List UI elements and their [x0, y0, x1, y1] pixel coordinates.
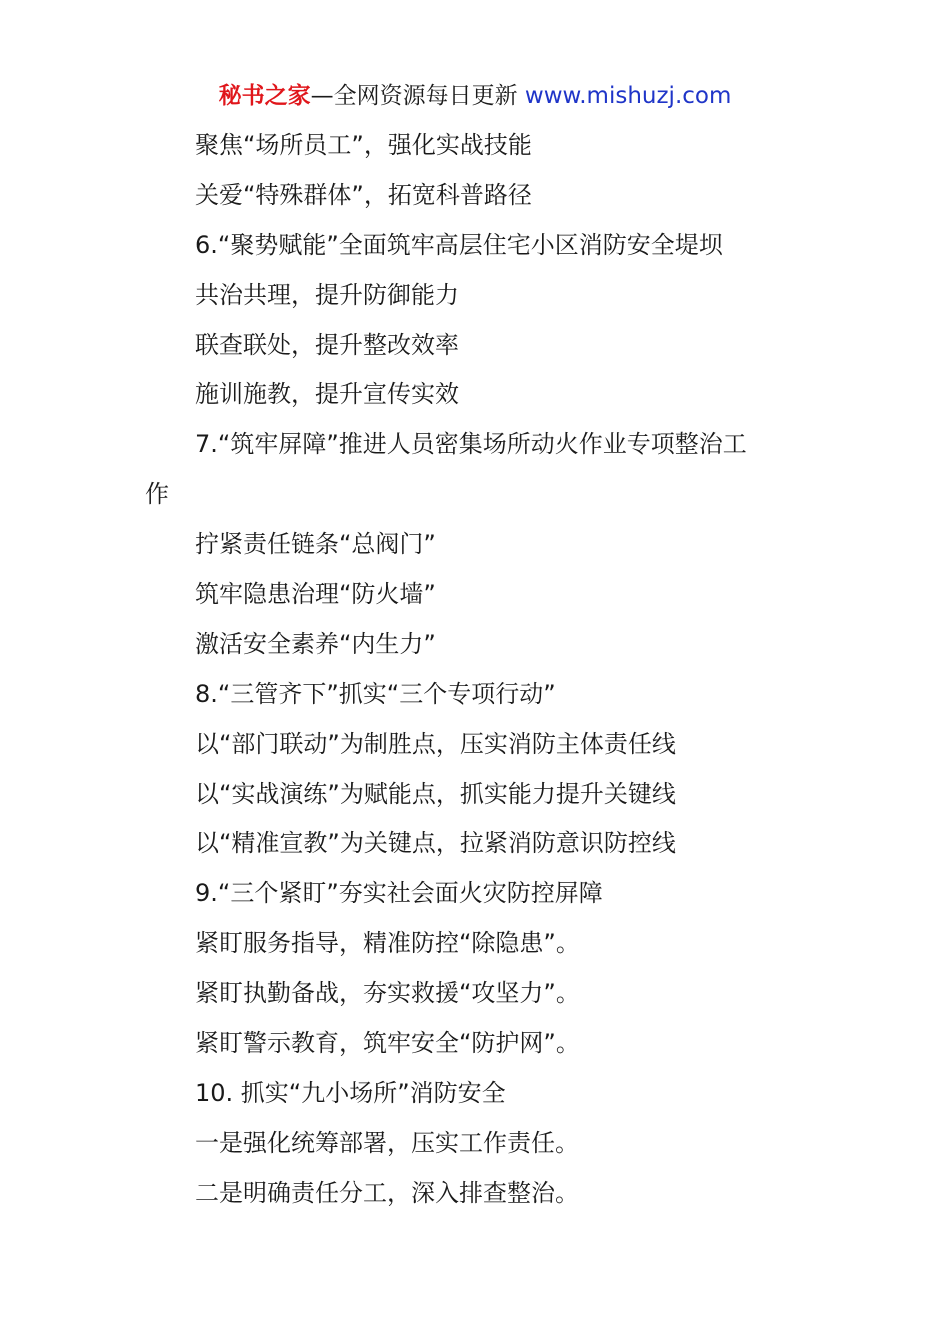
- text-line: 紧盯服务指导，精准防控“除隐患”。: [195, 929, 580, 958]
- text-line: 以“精准宣教”为关键点，拉紧消防意识防控线: [195, 829, 676, 858]
- text-line: 施训施教，提升宣传实效: [195, 380, 459, 409]
- text-line: 紧盯执勤备战，夯实救援“攻坚力”。: [195, 979, 580, 1008]
- site-tagline: —全网资源每日更新: [310, 83, 525, 109]
- text-line: 拧紧责任链条“总阀门”: [195, 530, 436, 559]
- section-heading: 8.“三管齐下”抓实“三个专项行动”: [195, 679, 556, 708]
- text-line: 以“实战演练”为赋能点，抓实能力提升关键线: [195, 779, 676, 808]
- text-line: 以“部门联动”为制胜点，压实消防主体责任线: [195, 729, 676, 758]
- section-heading: 9.“三个紧盯”夯实社会面火灾防控屏障: [195, 879, 603, 908]
- text-line: 紧盯警示教育，筑牢安全“防护网”。: [195, 1029, 580, 1058]
- text-line: 共治共理，提升防御能力: [195, 280, 459, 309]
- section-heading-continuation: 作: [145, 480, 169, 509]
- document-body: [0, 121, 950, 1219]
- text-line: 关爱“特殊群体”，拓宽科普路径: [195, 180, 532, 209]
- section-heading: 6.“聚势赋能”全面筑牢高层住宅小区消防安全堤坝: [195, 230, 723, 259]
- text-line: 筑牢隐患治理“防火墙”: [195, 580, 436, 609]
- page-header: [0, 80, 950, 112]
- text-line: 聚焦“场所员工”，强化实战技能: [195, 131, 532, 159]
- text-line: 一是强化统筹部署，压实工作责任。: [195, 1128, 579, 1157]
- text-line: 激活安全素养“内生力”: [195, 629, 436, 658]
- section-heading: 10. 抓实“九小场所”消防安全: [195, 1078, 506, 1107]
- site-brand: 秘书之家: [218, 83, 311, 109]
- section-heading: 7.“筑牢屏障”推进人员密集场所动火作业专项整治工: [195, 430, 747, 459]
- site-url-link[interactable]: www.mishuzj.com: [524, 83, 732, 109]
- text-line: 二是明确责任分工，深入排查整治。: [195, 1178, 579, 1207]
- text-line: 联查联处，提升整改效率: [195, 330, 459, 359]
